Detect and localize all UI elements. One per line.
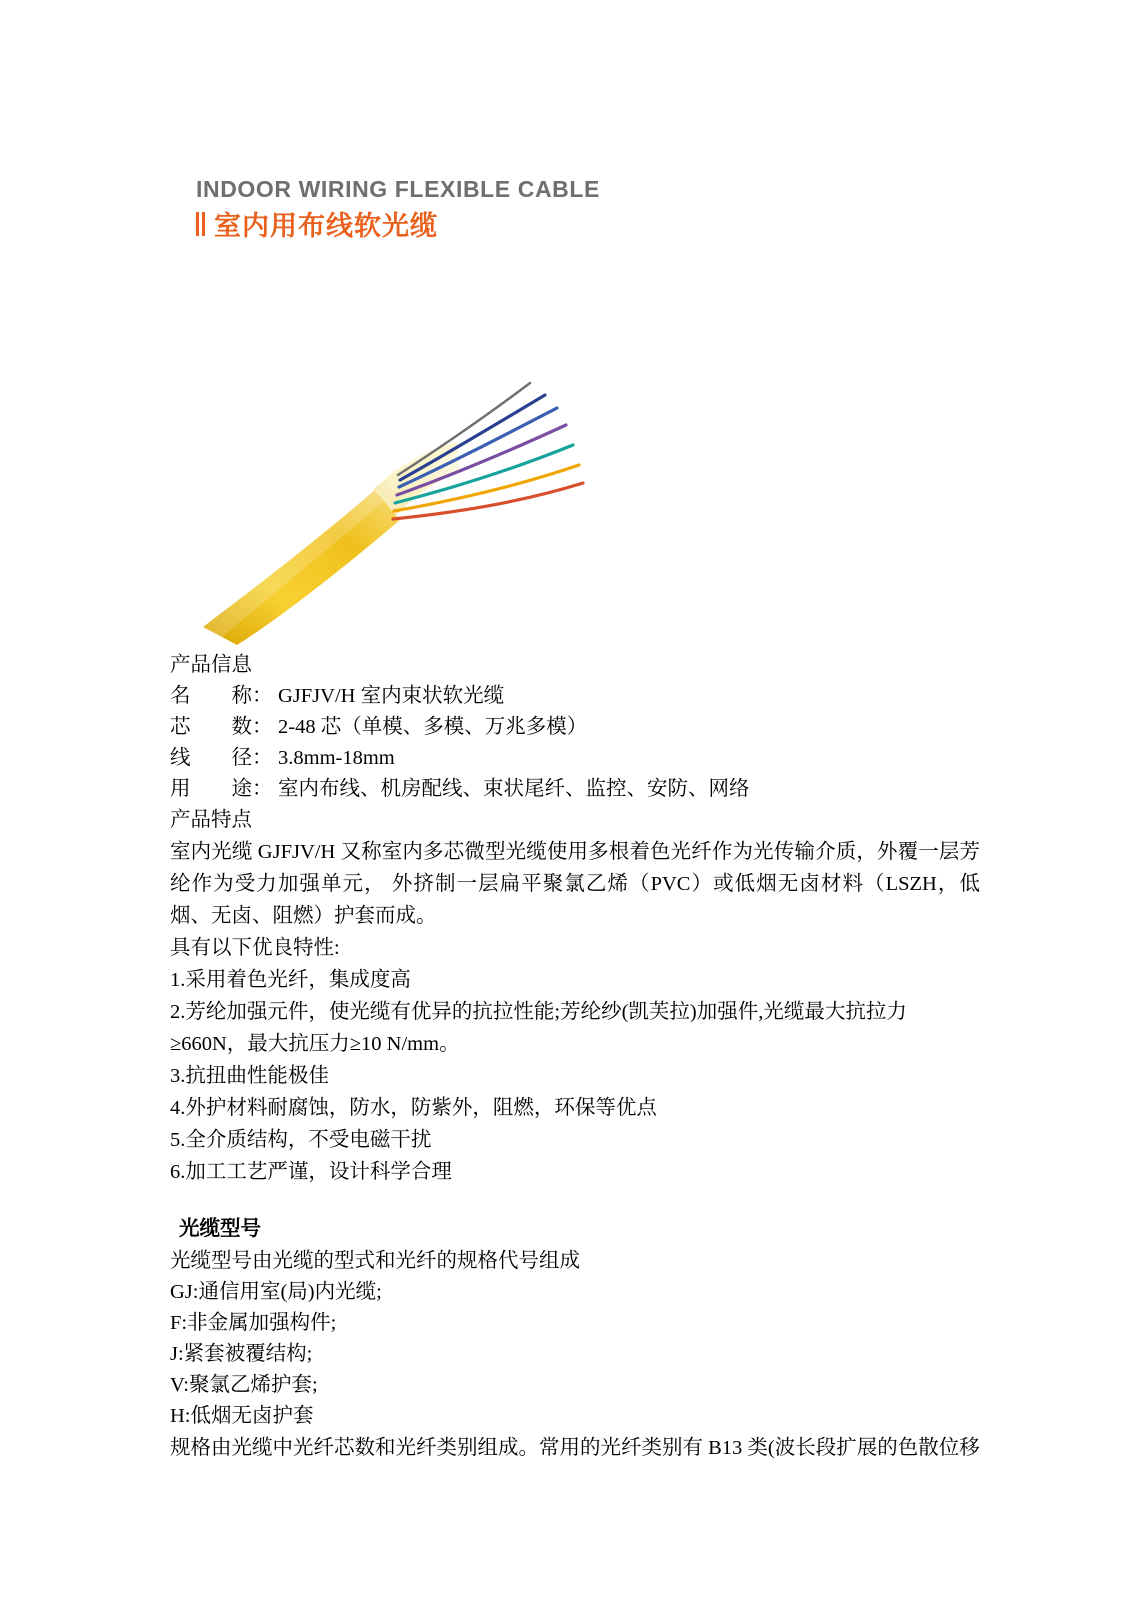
spec-label-name: 名 称： xyxy=(170,685,273,707)
header-chinese-title: 室内用布线软光缆 xyxy=(214,211,438,242)
model-footer-text: 规格由光缆中光纤芯数和光纤类别组成。常用的光纤类别有 B13 类(波长段扩展的色散位移 xyxy=(170,1437,980,1459)
features-heading: 产品特点 xyxy=(170,809,252,831)
double-bar-icon xyxy=(196,212,207,236)
model-code-j: J:紧套被覆结构; xyxy=(170,1343,313,1365)
feature-item-4: 4.外护材料耐腐蚀，防水，防紫外，阻燃，环保等优点 xyxy=(170,1097,657,1119)
section-gap xyxy=(170,1188,980,1214)
model-code-v: V:聚氯乙烯护套; xyxy=(170,1374,318,1396)
spec-row-count xyxy=(170,712,980,743)
features-subheading: 具有以下优良特性: xyxy=(170,937,340,959)
spec-row-usage xyxy=(170,774,980,805)
model-heading: 光缆型号 xyxy=(179,1218,261,1240)
page-header-banner xyxy=(196,176,796,243)
feature-item-3: 3.抗扭曲性能极佳 xyxy=(170,1065,329,1087)
spec-value-name: GJFJV/H 室内束状软光缆 xyxy=(278,685,505,707)
spec-label-usage: 用 途： xyxy=(170,778,273,800)
spec-value-count: 2-48 芯（单模、多模、万兆多模） xyxy=(278,716,588,738)
spec-value-diameter: 3.8mm-18mm xyxy=(278,747,395,769)
spec-row-name xyxy=(170,681,980,712)
spec-row-diameter xyxy=(170,743,980,774)
product-cable-image xyxy=(185,275,635,645)
feature-item-5: 5.全介质结构，不受电磁干扰 xyxy=(170,1129,432,1151)
model-code-h: H:低烟无卤护套 xyxy=(170,1405,314,1427)
feature-item-2: 2.芳纶加强元件，使光缆有优异的抗拉性能;芳纶纱(凯芙拉)加强件,光缆最大抗拉力≥660N，最大抗压力≥10 N/mm。 xyxy=(170,1001,907,1055)
spec-label-diameter: 线 径： xyxy=(170,747,273,769)
features-paragraph: 室内光缆 GJFJV/H 又称室内多芯微型光缆使用多根着色光纤作为光传输介质，外覆一层芳纶作为受力加强单元， 外挤制一层扁平聚氯乙烯（PVC）或低烟无卤材料（LSZH，低烟、无卤、阻燃）护套而成。 xyxy=(170,841,980,927)
header-chinese-row xyxy=(196,204,796,243)
spec-value-usage: 室内布线、机房配线、束状尾纤、监控、安防、网络 xyxy=(278,778,750,800)
spec-label-count: 芯 数： xyxy=(170,716,273,738)
model-intro: 光缆型号由光缆的型式和光纤的规格代号组成 xyxy=(170,1250,580,1272)
product-info-heading: 产品信息 xyxy=(170,654,252,676)
model-code-gj: GJ:通信用室(局)内光缆; xyxy=(170,1281,382,1303)
feature-item-6: 6.加工工艺严谨，设计科学合理 xyxy=(170,1161,452,1183)
document-body xyxy=(170,650,980,1464)
model-code-f: F:非金属加强构件; xyxy=(170,1312,337,1334)
feature-item-1: 1.采用着色光纤，集成度高 xyxy=(170,969,411,991)
header-english-title: INDOOR WIRING FLEXIBLE CABLE xyxy=(196,176,600,202)
